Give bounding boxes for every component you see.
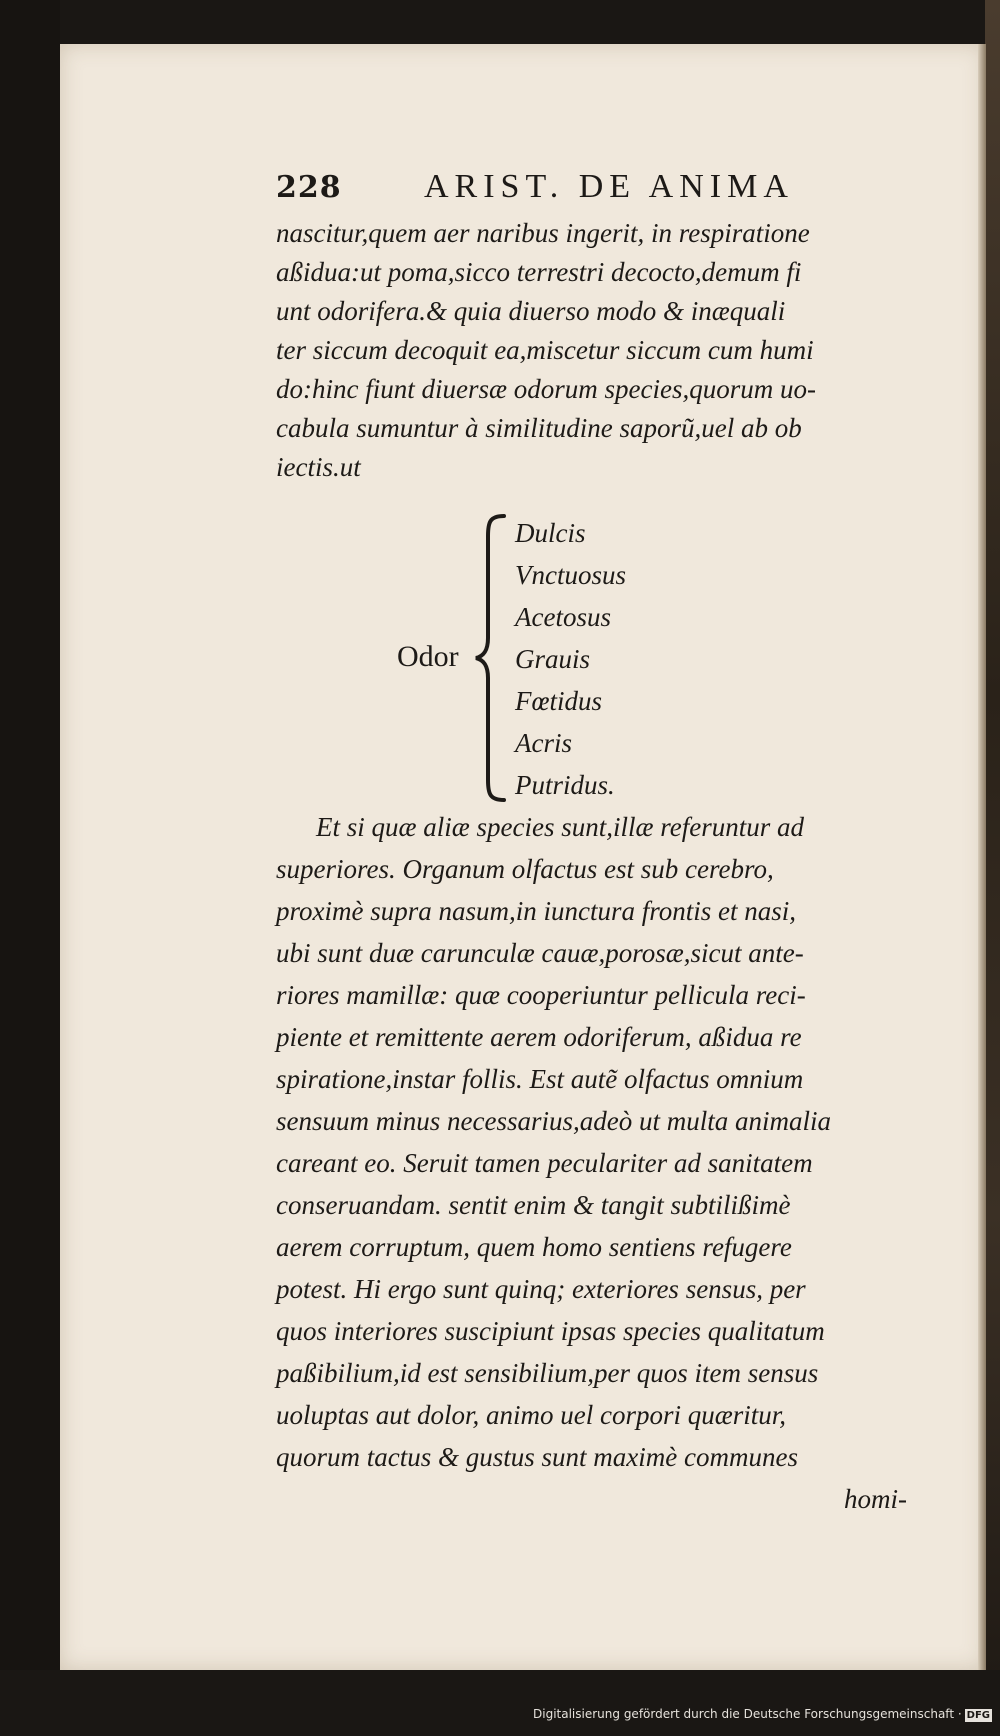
scan-background-top: [0, 0, 1000, 44]
species-item: Acetosus: [515, 602, 611, 632]
text-line: do:hinc fiunt diuersæ odorum species,quorum uo-: [276, 374, 816, 404]
text-line: superiores. Organum olfactus est sub cerebro,: [276, 854, 774, 884]
book-edge-right: [985, 0, 1000, 1736]
text-line: spiratione,instar follis. Est autẽ olfactus omnium: [276, 1064, 804, 1094]
species-item: Dulcis: [515, 518, 586, 548]
text-line: iectis.ut: [276, 452, 361, 482]
species-item: Fœtidus: [515, 686, 603, 716]
text-line: riores mamillæ: quæ cooperiuntur pellicula reci-: [276, 980, 806, 1010]
text-line: paßibilium,id est sensibilium,per quos item sensus: [276, 1358, 819, 1388]
species-item: Grauis: [515, 644, 591, 674]
odor-label: Odor: [397, 640, 459, 673]
credit-text: Digitalisierung gefördert durch die Deutsche Forschungsgemeinschaft ·: [533, 1707, 962, 1721]
text-line: quos interiores suscipiunt ipsas species qualitatum: [276, 1316, 825, 1346]
species-item: Acris: [515, 728, 572, 758]
text-line: uoluptas aut dolor, animo uel corpori quæritur,: [276, 1400, 787, 1430]
text-line: sensuum minus necessarius,adeò ut multa animalia: [276, 1106, 831, 1136]
text-line: aerem corruptum, quem homo sentiens refugere: [276, 1232, 792, 1262]
text-line: proximè supra nasum,in iunctura frontis et nasi,: [276, 896, 797, 926]
page-header: [276, 170, 836, 210]
species-item: Vnctuosus: [515, 560, 626, 590]
text-line: ter siccum decoquit ea,miscetur siccum cum humi: [276, 335, 814, 365]
text-line: nascitur,quem aer naribus ingerit, in respiratione: [276, 218, 810, 248]
digitization-credit: [0, 1707, 992, 1722]
catchword: homi-: [844, 1484, 907, 1514]
page-number: 228: [276, 170, 342, 205]
running-head: ARIST. DE ANIMA: [424, 168, 794, 205]
dfg-logo: DFG: [966, 1710, 990, 1721]
text-line: Et si quæ aliæ species sunt,illæ referuntur ad: [316, 812, 805, 842]
scan-background-left: [0, 0, 60, 1736]
text-line: aßidua:ut poma,sicco terrestri decocto,demum fi: [276, 257, 802, 287]
text-line: quorum tactus & gustus sunt maximè communes: [276, 1442, 798, 1472]
scan-background-bottom: [0, 1670, 1000, 1736]
curly-brace: [472, 512, 512, 804]
species-item: Putridus.: [515, 770, 615, 800]
text-line: conseruandam. sentit enim & tangit subtilißimè: [276, 1190, 791, 1220]
text-line: careant eo. Seruit tamen peculariter ad sanitatem: [276, 1148, 813, 1178]
text-line: piente et remittente aerem odoriferum, aßidua re: [276, 1022, 802, 1052]
text-line: unt odorifera.& quia diuerso modo & inæquali: [276, 296, 786, 326]
text-line: potest. Hi ergo sunt quinq; exteriores sensus, per: [276, 1274, 806, 1304]
text-line: ubi sunt duæ carunculæ cauæ,porosæ,sicut ante-: [276, 938, 804, 968]
text-line: cabula sumuntur à similitudine saporũ,uel ab ob: [276, 413, 802, 443]
page-fold-shadow: [978, 44, 986, 1670]
